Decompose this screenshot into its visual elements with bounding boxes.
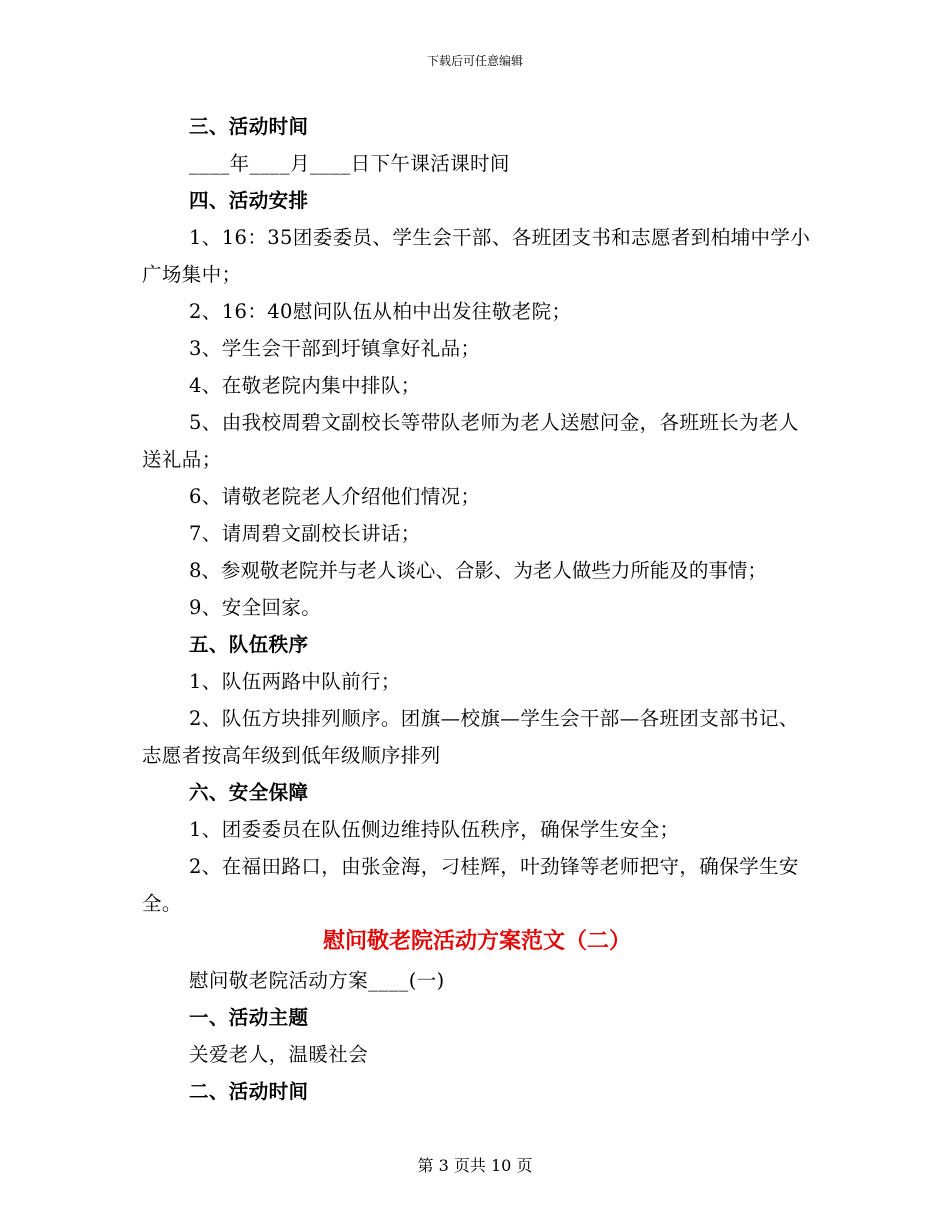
paragraph: 1、队伍两路中队前行； <box>189 670 401 693</box>
paragraph: 1、团委委员在队伍侧边维持队伍秩序，确保学生安全； <box>189 818 680 841</box>
paragraph: 7、请周碧文副校长讲话； <box>189 522 421 545</box>
paragraph: 5、由我校周碧文副校长等带队老师为老人送慰问金，各班班长为老人送礼品； <box>142 411 799 471</box>
paragraph: 1、16：35团委委员、学生会干部、各班团支书和志愿者到柏埔中学小广场集中； <box>142 226 811 286</box>
page-header: 下载后可任意编辑 <box>426 54 523 68</box>
paragraph: 2、队伍方块排列顺序。团旗—校旗—学生会干部—各班团支部书记、志愿者按高年级到低年级顺序排列 <box>142 707 799 767</box>
document-title: 慰问敬老院活动方案范文（二） <box>322 929 631 954</box>
section-heading: 一、活动主题 <box>189 1006 309 1029</box>
paragraph: ____年____月____日下午课活课时间 <box>189 152 510 175</box>
section-heading: 二、活动时间 <box>189 1080 309 1103</box>
paragraph: 8、参观敬老院并与老人谈心、合影、为老人做些力所能及的事情； <box>189 559 767 582</box>
paragraph: 3、学生会干部到圩镇拿好礼品； <box>189 337 481 360</box>
paragraph: 6、请敬老院老人介绍他们情况； <box>189 485 481 508</box>
paragraph: 关爱老人，温暖社会 <box>189 1043 369 1066</box>
paragraph: 9、安全回家。 <box>189 596 322 619</box>
section-heading: 四、活动安排 <box>189 189 309 212</box>
paragraph: 慰问敬老院活动方案____(一) <box>189 969 445 992</box>
paragraph: 2、16：40慰问队伍从柏中出发往敬老院； <box>189 300 572 323</box>
page-footer: 第 3 页共 10 页 <box>417 1156 533 1175</box>
section-heading: 三、活动时间 <box>189 115 309 138</box>
paragraph: 4、在敬老院内集中排队； <box>189 374 421 397</box>
section-heading: 六、安全保障 <box>189 781 309 804</box>
section-heading: 五、队伍秩序 <box>189 633 309 656</box>
paragraph: 2、在福田路口，由张金海，刁桂辉，叶劲锋等老师把守，确保学生安全。 <box>142 855 799 915</box>
document-body <box>142 108 812 1110</box>
